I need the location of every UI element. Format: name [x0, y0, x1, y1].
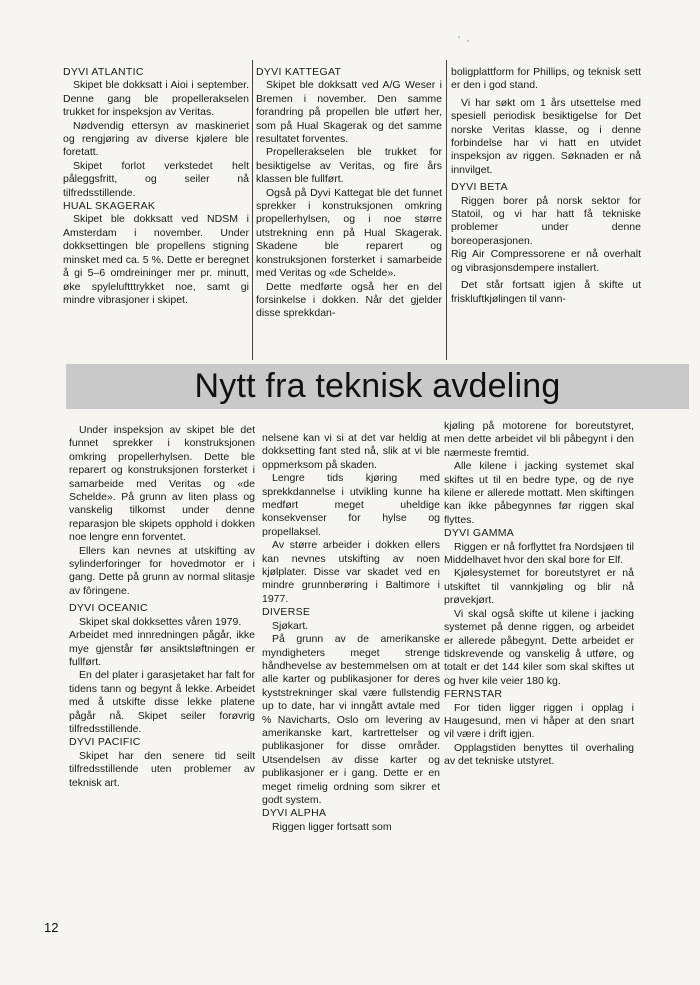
- bottom-column-2: [262, 432, 440, 834]
- paragraph: Skipet ble dokksatt ved A/G Weser i Bremen i november. Den samme forandring på propellen ble utført her, som på Hual Skagerak og det samme resultatet forventes.: [256, 79, 442, 146]
- paragraph: Av større arbeider i dokken ellers kan nevnes utskifting av noen kjølplater. Disse var skadet ved en mindre grunnberøring i Baltimore i 1977.: [262, 539, 440, 605]
- section-heading: FERNSTAR: [444, 688, 503, 701]
- paragraph: Lengre tids kjøring med sprekkdannelse i utvikling kunne ha medført meget uheldige konsekvenser for hylse og propellaksel.: [262, 472, 440, 538]
- paragraph: Også på Dyvi Kattegat ble det funnet sprekker i konstruksjonen omkring propellerhylsen, og i noe større utstrekning enn på Hual Skagerak. Skadene ble reparert og konstruksjonen forsterket i samarbeide med Veritas og «de Schelde».: [256, 186, 442, 280]
- top-column-3: [451, 66, 641, 306]
- section-heading: DYVI PACIFIC: [69, 736, 141, 749]
- paragraph: boligplattform for Phillips, og teknisk sett er den i god stand.: [451, 66, 641, 92]
- paragraph: En del plater i garasjetaket har falt for tidens tann og begynt å lekke. Arbeidet med å utskifte disse lekke platene pågår nå. Skipet seiler forøvrig tilfredsstillende.: [69, 669, 255, 735]
- paragraph: Vi har søkt om 1 års utsettelse med spesiell periodisk besiktigelse for Det norske Veritas klasse, og i denne forbindelse har vi hatt en utvidet inspeksjon av riggen. Søknaden er nå innvilget.: [451, 96, 641, 176]
- paragraph: Dette medførte også her en del forsinkelse i dokken. Når det gjelder disse sprekkdan-: [256, 280, 442, 320]
- print-speck: [467, 40, 469, 42]
- paragraph: På grunn av de amerikanske myndigheters meget strenge håndhevelse av bestemmelsen om at alle karter og publikasjoner for deres kyststrekninger skal være fullstendig up to date, har vi inngått avtale med % Navicharts, Oslo om levering av amerikanske kart, kartrettelser og publikasjoner for disse områder. Utsendelsen av disse karter og publikasjoner er i gang. Dette er en meget rimelig ordning som sikrer et godt system.: [262, 633, 440, 806]
- paragraph: Ellers kan nevnes at utskifting av sylinderforinger for hovedmotor er i gang. Dette på grunn av normal slitasje av fôringene.: [69, 544, 255, 597]
- column-divider: [446, 60, 447, 360]
- paragraph: Nødvendig ettersyn av maskineriet og rengjøring av diverse kjølere ble foretatt.: [63, 119, 249, 159]
- subheading: Sjøkart.: [272, 619, 309, 632]
- paragraph: Skipet ble dokksatt ved NDSM i Amsterdam i november. Under dokksettingen ble propellens stigning minsket med ca. 5 %. Dette er beregnet å gi 5–6 omdreininger mer pr. minutt, øke spyleluftttrykket noe, samt gi mindre vibrasjoner i skipet.: [63, 213, 249, 306]
- top-column-2: [256, 66, 442, 321]
- section-heading: DIVERSE: [262, 606, 311, 619]
- banner-title: Nytt fra teknisk avdeling: [194, 367, 561, 405]
- section-banner: [66, 364, 689, 409]
- section-heading: DYVI ATLANTIC: [63, 66, 144, 78]
- paragraph: Arbeidet med innredningen pågår, ikke mye gjenstår før ansiktsløftningen er fullført.: [69, 629, 255, 668]
- section-heading: DYVI KATTEGAT: [256, 66, 342, 78]
- paragraph: nelsene kan vi si at det var heldig at dokksetting fant sted nå, slik at vi ble oppmerksom på skaden.: [262, 432, 440, 471]
- paragraph: Riggen borer på norsk sektor for Statoil, og vi har hatt få tekniske problemer under denne boreoperasjonen.: [451, 194, 641, 247]
- page-number: 12: [44, 920, 59, 935]
- paragraph: Propellerakselen ble trukket for besiktigelse av Veritas, og fire års klassen ble fullført.: [256, 146, 442, 186]
- paragraph: Riggen er nå forflyttet fra Nordsjøen til Middelhavet hvor den skal bore for Elf.: [444, 540, 634, 567]
- section-heading: DYVI BETA: [451, 181, 508, 194]
- paragraph: Rig Air Compressorene er nå overhalt og vibrasjonsdempere installert.: [451, 248, 641, 274]
- bottom-column-3: [444, 420, 634, 769]
- top-column-1: [63, 66, 249, 307]
- section-heading: DYVI OCEANIC: [69, 602, 148, 615]
- paragraph: Riggen ligger fortsatt som: [272, 820, 392, 833]
- paragraph: Under inspeksjon av skipet ble det funnet sprekker i konstruksjonen omkring propellerhylsen. Dette ble reparert og konstruksjonen forsterket i samarbeide med Veritas og «de Schelde». På grunn av liten plass og vanskelig tilkomst under denne reparasjon ble skipets opphold i dokken noe lengre enn forventet.: [69, 424, 255, 544]
- print-speck: [458, 36, 460, 38]
- paragraph: Skipet forlot verkstedet helt påleggsfritt, og seiler nå tilfredsstillende.: [63, 159, 249, 199]
- section-heading: DYVI ALPHA: [262, 807, 327, 820]
- paragraph: Skipet ble dokksatt i Aioi i september. Denne gang ble propellerakselen trukket for inspeksjon av Veritas.: [63, 79, 249, 119]
- column-divider: [252, 60, 253, 360]
- paragraph: Skipet skal dokksettes våren 1979.: [79, 615, 242, 628]
- paragraph: Vi skal også skifte ut kilene i jacking systemet på denne riggen, og arbeidet er allerede påbegynt. Dette arbeidet er tidskrevende og vanskelig å utføre, og totalt er det 144 kiler som skal skiftes ut og hver kile veier 180 kg.: [444, 607, 634, 687]
- section-heading: HUAL SKAGERAK: [63, 200, 156, 213]
- paragraph: Det står fortsatt igjen å skifte ut friskluftkjølingen til vann-: [451, 279, 641, 305]
- paragraph: kjøling på motorene for boreutstyret, men dette arbeidet vil bli påbegynt i den nærmeste fremtid.: [444, 420, 634, 459]
- section-heading: DYVI GAMMA: [444, 527, 515, 540]
- bottom-column-1: [69, 424, 255, 790]
- paragraph: Kjølesystemet for boreutstyret er nå utskiftet til vannkjøling og blir nå prøvekjørt.: [444, 567, 634, 607]
- paragraph: Alle kilene i jacking systemet skal skiftes ut til en bedre type, og de nye kilene er allerede mottatt. Men skiftingen kan ikke påbegynnes før riggen skal flyttes.: [444, 460, 634, 526]
- paragraph: Opplagstiden benyttes til overhaling av det tekniske utstyret.: [444, 741, 634, 768]
- paragraph: For tiden ligger riggen i opplag i Haugesund, men vi håper at den snart vil være i drift igjen.: [444, 701, 634, 741]
- paragraph: Skipet har den senere tid seilt tilfredsstillende uten problemer av teknisk art.: [69, 749, 255, 789]
